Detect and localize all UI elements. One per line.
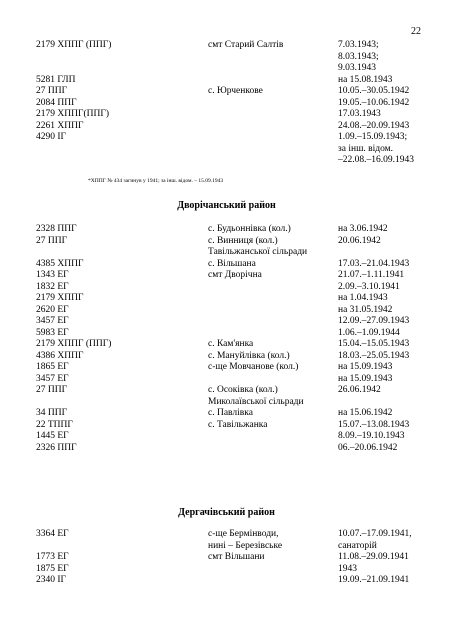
location: с-ще Мовчанове (кол.)	[208, 362, 299, 372]
table-row	[0, 282, 453, 293]
dates: на 1.04.1943	[338, 293, 388, 303]
table-row	[0, 155, 453, 166]
location: с. Павлівка	[208, 408, 253, 418]
hospital-unit: 2179 ХППГ (ППГ)	[36, 40, 112, 50]
location: с. Будьоннівка (кол.)	[208, 224, 291, 234]
table-row	[0, 132, 453, 143]
table-row	[0, 316, 453, 327]
dates: на 31.05.1942	[338, 304, 393, 315]
hospital-unit: 1865 ЕГ	[36, 362, 69, 372]
location: нині – Березівське	[208, 540, 283, 551]
hospital-unit: 2179 ХППГ(ППГ)	[36, 109, 109, 119]
dates: 21.07.–1.11.1941	[338, 270, 405, 280]
table-row	[0, 339, 453, 350]
table-row	[0, 443, 453, 454]
hospital-unit: 5983 ЕГ	[36, 327, 69, 338]
table-row	[0, 144, 453, 155]
dates: 10.07.–17.09.1941,	[338, 529, 412, 539]
hospital-unit: 3457 ЕГ	[36, 316, 69, 326]
dates: 9.03.1943	[338, 63, 376, 73]
hospital-unit: 1875 ЕГ	[36, 563, 69, 574]
table-row	[0, 259, 453, 270]
dates: на 15.09.1943	[338, 362, 393, 372]
table-row	[0, 529, 453, 540]
dates: 10.05.–30.05.1942	[338, 86, 410, 96]
dates: 11.08.–29.09.1941	[338, 552, 409, 562]
table-row	[0, 63, 453, 74]
table-row	[0, 575, 453, 586]
table-row	[0, 541, 453, 552]
table-row	[0, 270, 453, 281]
table-row	[0, 247, 453, 258]
dates: 8.09.–19.10.1943	[338, 431, 405, 441]
dates: 26.06.1942	[338, 385, 381, 395]
table-row	[0, 552, 453, 563]
hospital-unit: 2326 ППГ	[36, 442, 77, 453]
dates: 19.05.–10.06.1942	[338, 97, 410, 108]
location: с. Вільшана	[208, 258, 256, 269]
table-row	[0, 362, 453, 373]
hospital-unit: 2179 ХППГ (ППГ)	[36, 339, 112, 349]
hospital-unit: 2620 ЕГ	[36, 304, 69, 315]
hospital-unit: 2179 ХППГ	[36, 293, 84, 303]
hospital-unit: 1445 ЕГ	[36, 431, 69, 441]
table-row	[0, 86, 453, 97]
dates: на 3.06.1942	[338, 224, 388, 234]
hospital-unit: 4290 ІГ	[36, 132, 67, 142]
hospital-unit: 2261 ХППГ	[36, 120, 84, 131]
dates: 24.08.–20.09.1943	[338, 120, 410, 131]
hospital-unit: 4385 ХППГ	[36, 258, 84, 269]
hospital-unit: 27 ППГ	[36, 235, 68, 246]
footnote: *ХППГ № 434 загинув у 1941; за інш. відом. – 15.09.1943	[88, 178, 224, 184]
table-row	[0, 385, 453, 396]
table-row	[0, 109, 453, 120]
hospital-unit: 3457 ЕГ	[36, 373, 69, 384]
location: Тавільжанської сільради	[208, 247, 308, 257]
dates: 2.09.–3.10.1941	[338, 281, 400, 292]
district-title-derhachi: Дергачівський район	[178, 507, 275, 518]
hospital-unit: 3364 ЕГ	[36, 529, 69, 539]
table-row	[0, 305, 453, 316]
hospital-unit: 1343 ЕГ	[36, 270, 69, 280]
location: смт Дворічна	[208, 270, 262, 280]
dates: на 15.06.1942	[338, 408, 393, 418]
dates: 06.–20.06.1942	[338, 442, 398, 453]
page-number: 22	[411, 26, 421, 37]
location: с. Кам'янка	[208, 339, 254, 349]
dates: 7.03.1943;	[338, 40, 379, 50]
location: с. Мануйлівка (кол.)	[208, 350, 290, 361]
dates: на 15.08.1943	[338, 74, 393, 85]
table-row	[0, 328, 453, 339]
table-row	[0, 564, 453, 575]
location: Миколаївської сільради	[208, 396, 304, 407]
hospital-unit: 2340 ІГ	[36, 575, 67, 585]
hospital-unit: 22 ТППГ	[36, 419, 73, 430]
location: смт Старий Салтів	[208, 40, 284, 50]
dates: 17.03.–21.04.1943	[338, 258, 410, 269]
district-title-dvorichna: Дворічанський район	[177, 200, 276, 211]
table-row	[0, 374, 453, 385]
dates: 19.09.–21.09.1941	[338, 575, 410, 585]
dates: 18.03.–25.05.1943	[338, 350, 410, 361]
table-row	[0, 236, 453, 247]
dates: 1.06.–1.09.1944	[338, 327, 400, 338]
dates: –22.08.–16.09.1943	[338, 155, 414, 165]
location: с-ще Бермінводи,	[208, 529, 279, 539]
location: с. Тавільжанка	[208, 419, 268, 430]
location: с. Осоківка (кол.)	[208, 385, 278, 395]
hospital-unit: 1773 ЕГ	[36, 552, 69, 562]
hospital-unit: 2328 ППГ	[36, 224, 77, 234]
hospital-unit: 34 ППГ	[36, 408, 68, 418]
table-row	[0, 351, 453, 362]
dates: 17.03.1943	[338, 109, 381, 119]
hospital-unit: 1832 ЕГ	[36, 281, 69, 292]
dates: 15.04.–15.05.1943	[338, 339, 410, 349]
dates: 8.03.1943;	[338, 51, 379, 62]
location: смт Вільшани	[208, 552, 265, 562]
dates: за інш. відом.	[338, 143, 394, 154]
table-row	[0, 98, 453, 109]
table-row	[0, 224, 453, 235]
dates: 1.09.–15.09.1943;	[338, 132, 408, 142]
table-row	[0, 420, 453, 431]
table-row	[0, 397, 453, 408]
hospital-unit: 5281 ГЛП	[36, 74, 76, 85]
table-row	[0, 52, 453, 63]
table-row	[0, 121, 453, 132]
table-row	[0, 75, 453, 86]
table-row	[0, 431, 453, 442]
dates: санаторій	[338, 540, 377, 551]
table-row	[0, 40, 453, 51]
table-row	[0, 408, 453, 419]
hospital-unit: 2084 ППГ	[36, 97, 77, 108]
dates: 15.07.–13.08.1943	[338, 419, 410, 430]
hospital-unit: 4386 ХППГ	[36, 350, 84, 361]
hospital-unit: 27 ППГ	[36, 86, 68, 96]
dates: на 15.09.1943	[338, 373, 393, 384]
dates: 20.06.1942	[338, 235, 381, 246]
location: с. Винниця (кол.)	[208, 235, 278, 246]
dates: 1943	[338, 563, 357, 574]
dates: 12.09.–27.09.1943	[338, 316, 410, 326]
table-row	[0, 293, 453, 304]
hospital-unit: 27 ППГ	[36, 385, 68, 395]
location: с. Юрченкове	[208, 86, 263, 96]
